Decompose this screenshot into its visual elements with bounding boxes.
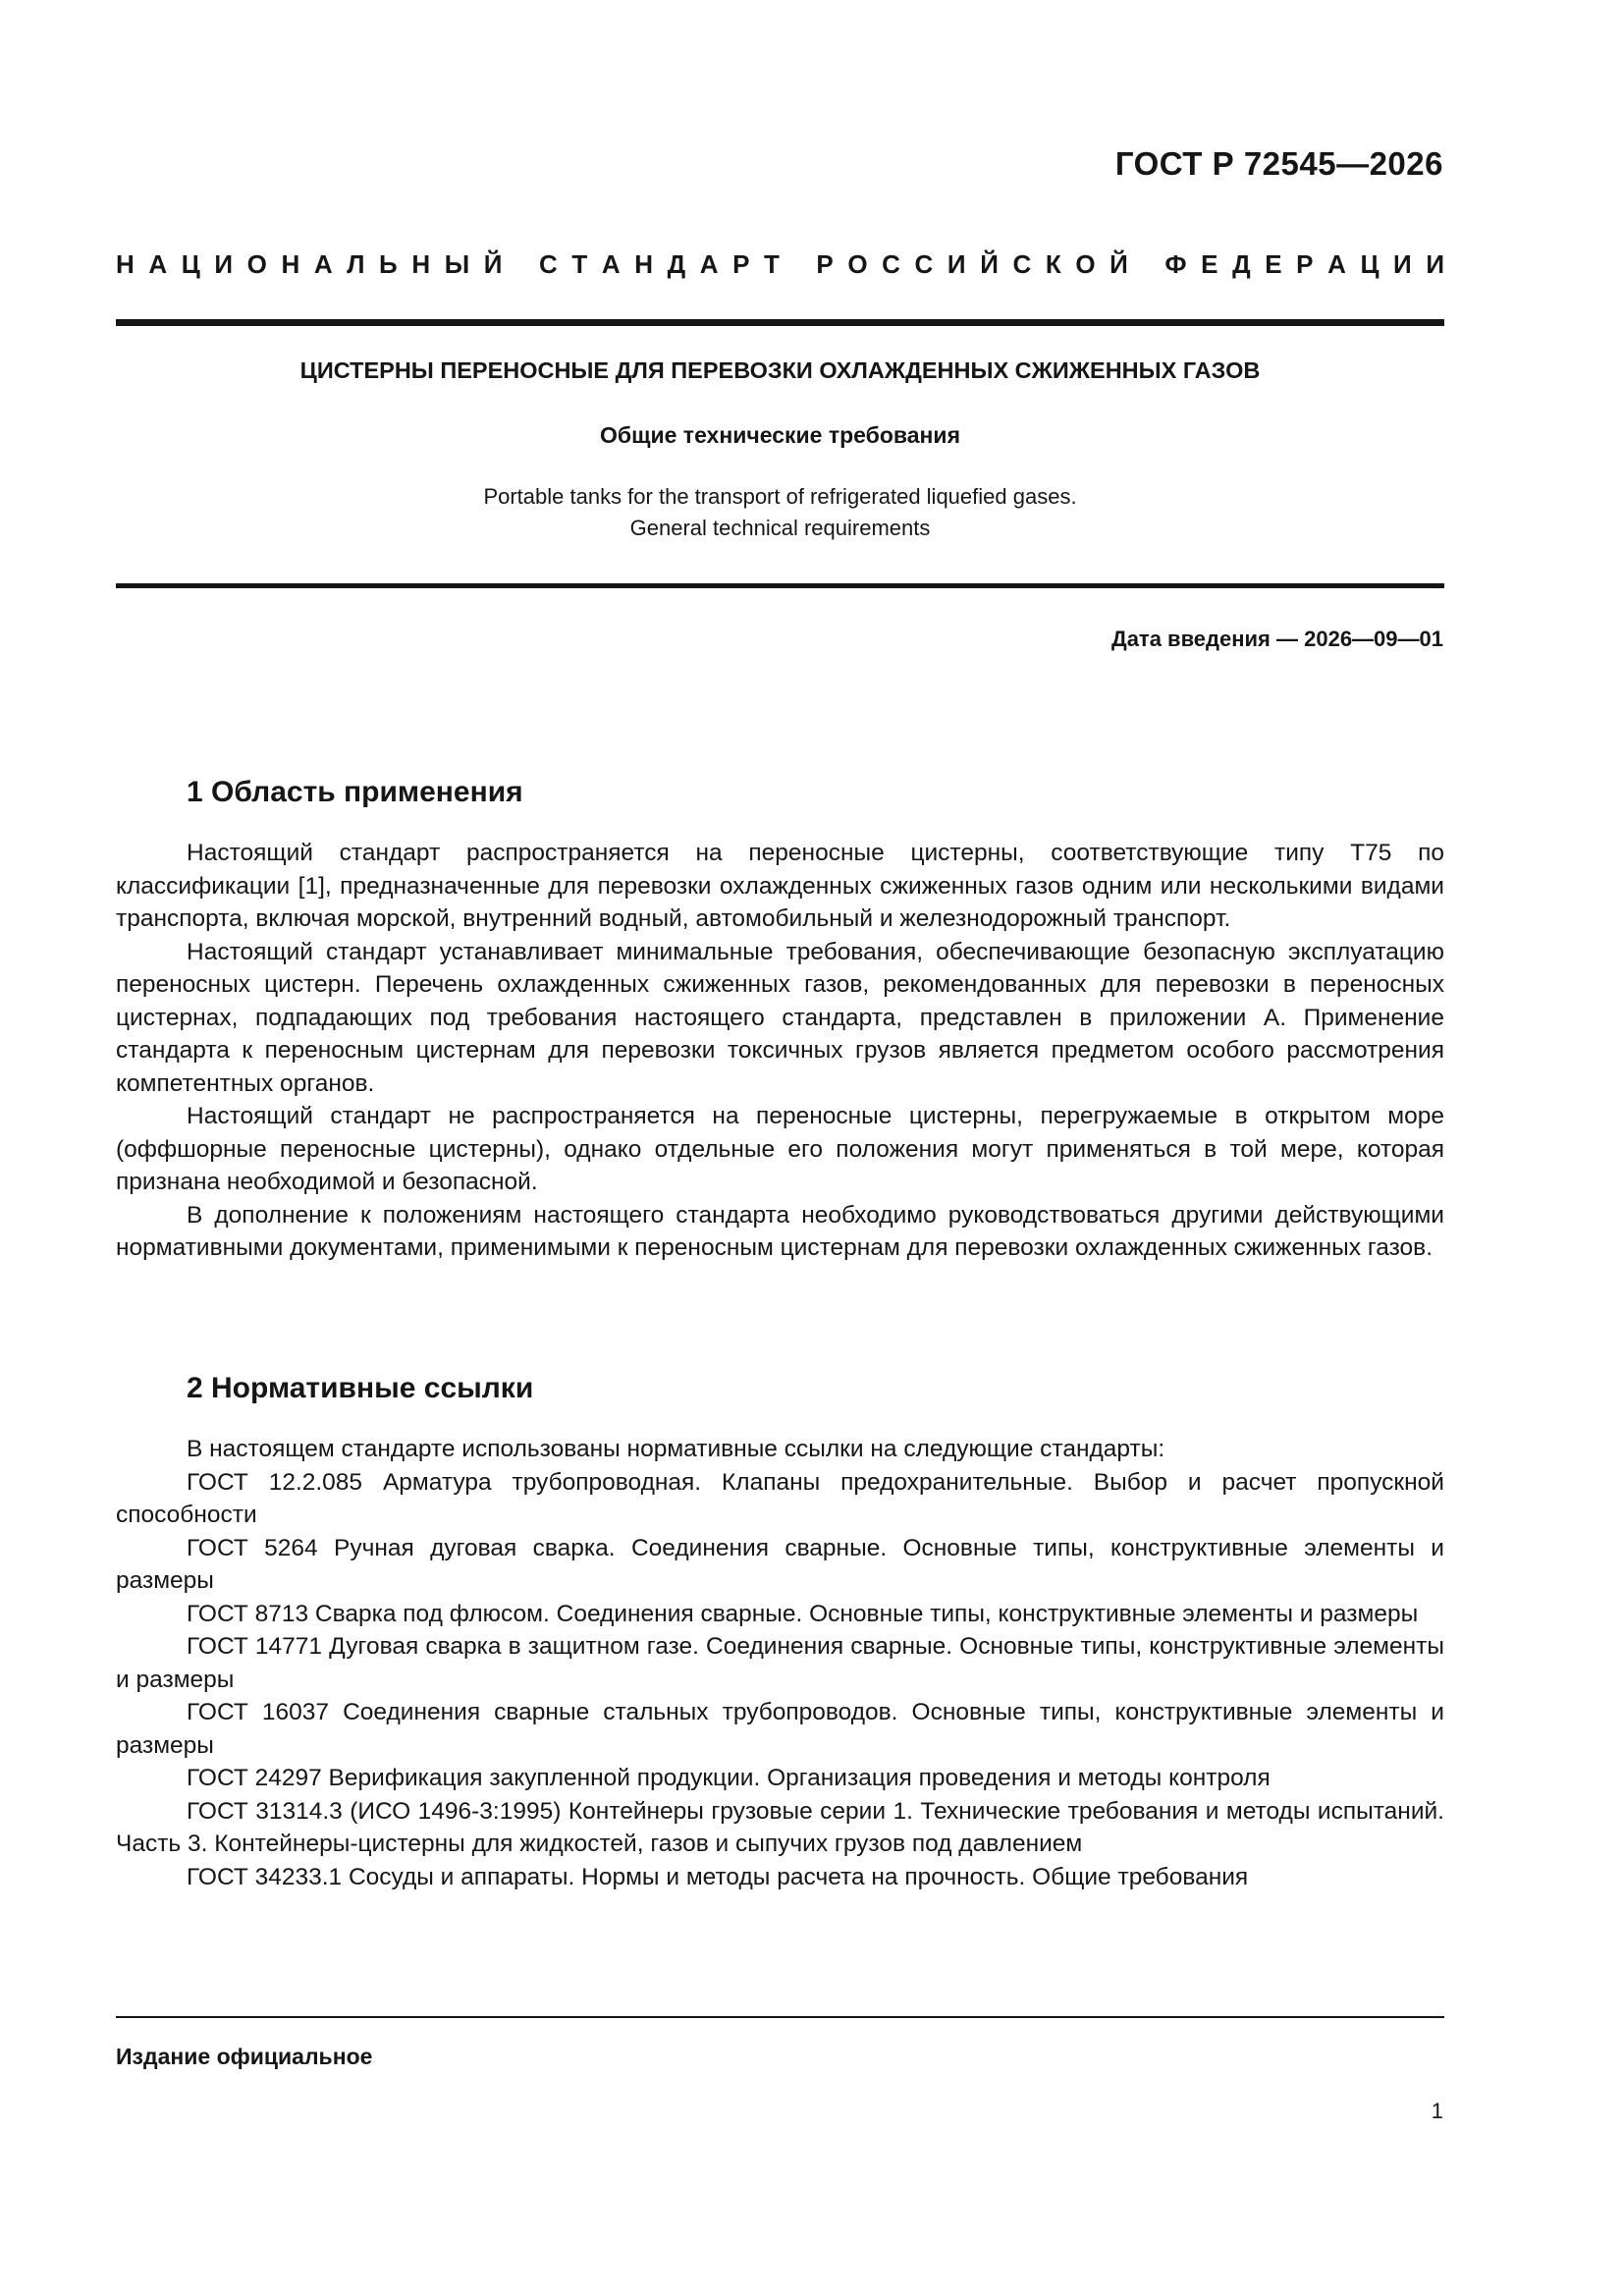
header-divider xyxy=(116,319,1444,326)
section-2-body xyxy=(116,1433,1444,1893)
section-1-body xyxy=(116,837,1444,1265)
reference-item: ГОСТ 8713 Сварка под флюсом. Соединения сварные. Основные типы, конструктивные элементы и размеры xyxy=(187,1600,1419,1627)
edition-label: Издание официальное xyxy=(116,2044,373,2069)
page-number: 1 xyxy=(1431,2099,1443,2123)
banner-word-4: Ф Е Д Е Р А Ц И И xyxy=(1164,249,1444,279)
footer-divider xyxy=(116,2016,1444,2018)
section-2-heading: 2 Нормативные ссылки xyxy=(187,1372,534,1404)
banner-word-1: Н А Ц И О Н А Л Ь Н Ы Й xyxy=(116,249,503,279)
english-title-line-2: General technical requirements xyxy=(629,516,931,540)
title-divider xyxy=(116,583,1444,588)
introduction-date: Дата введения — 2026—09—01 xyxy=(1111,627,1443,651)
paragraph: Настоящий стандарт устанавливает минимальные требования, обеспечивающие безопасную эксплуатацию переносных цистерн. Перечень охлажденных сжиженных газов, рекомендованных для перевозки в переносных цистернах, подпадающих под требования настоящего стандарта, представлен в приложении А. Применение стандарта к переносным цистернам для перевозки токсичных грузов является предметом особого рассмотрения компетентных органов. xyxy=(116,938,1444,1097)
banner-word-2: С Т А Н Д А Р Т xyxy=(538,249,780,279)
document-subtitle: Общие технические требования xyxy=(599,422,960,448)
reference-item: ГОСТ 5264 Ручная дуговая сварка. Соединения сварные. Основные типы, конструктивные элементы и размеры xyxy=(116,1534,1444,1594)
paragraph: Настоящий стандарт не распространяется на переносные цистерны, перегружаемые в открытом море (оффшорные переносные цистерны), однако отдельные его положения могут применяться в той мере, которая признана необходимой и безопасной. xyxy=(116,1103,1444,1195)
section-1-heading: 1 Область применения xyxy=(187,776,523,808)
paragraph: В настоящем стандарте использованы нормативные ссылки на следующие стандарты: xyxy=(187,1436,1165,1462)
standard-banner xyxy=(116,249,1444,280)
reference-item: ГОСТ 24297 Верификация закупленной продукции. Организация проведения и методы контроля xyxy=(187,1765,1271,1791)
document-number: ГОСТ Р 72545—2026 xyxy=(1114,145,1443,182)
paragraph: Настоящий стандарт распространяется на переносные цистерны, соответствующие типу T75 по классификации [1], предназначенные для перевозки охлажденных сжиженных газов одним или несколькими видами транспорта, включая морской, внутренний водный, автомобильный и железнодорожный транспорт. xyxy=(116,840,1444,932)
english-title-line-1: Portable tanks for the transport of refrigerated liquefied gases. xyxy=(483,484,1077,509)
banner-word-3: Р О С С И Й С К О Й xyxy=(816,249,1128,279)
reference-item: ГОСТ 16037 Соединения сварные стальных трубопроводов. Основные типы, конструктивные элементы и размеры xyxy=(116,1699,1444,1759)
english-title xyxy=(116,481,1444,544)
reference-item: ГОСТ 12.2.085 Арматура трубопроводная. Клапаны предохранительные. Выбор и расчет пропускной способности xyxy=(116,1468,1444,1528)
paragraph: В дополнение к положениям настоящего стандарта необходимо руководствоваться другими действующими нормативными документами, применимыми к переносным цистернам для перевозки охлажденных сжиженных газов. xyxy=(116,1201,1444,1261)
reference-item: ГОСТ 14771 Дуговая сварка в защитном газе. Соединения сварные. Основные типы, конструктивные элементы и размеры xyxy=(116,1633,1444,1693)
document-title: ЦИСТЕРНЫ ПЕРЕНОСНЫЕ ДЛЯ ПЕРЕВОЗКИ ОХЛАЖДЕННЫХ СЖИЖЕННЫХ ГАЗОВ xyxy=(299,357,1261,383)
reference-item: ГОСТ 31314.3 (ИСО 1496-3:1995) Контейнеры грузовые серии 1. Технические требования и методы испытаний. Часть 3. Контейнеры-цистерны для жидкостей, газов и сыпучих грузов под давлением xyxy=(116,1797,1444,1857)
reference-item: ГОСТ 34233.1 Сосуды и аппараты. Нормы и методы расчета на прочность. Общие требования xyxy=(187,1863,1249,1890)
